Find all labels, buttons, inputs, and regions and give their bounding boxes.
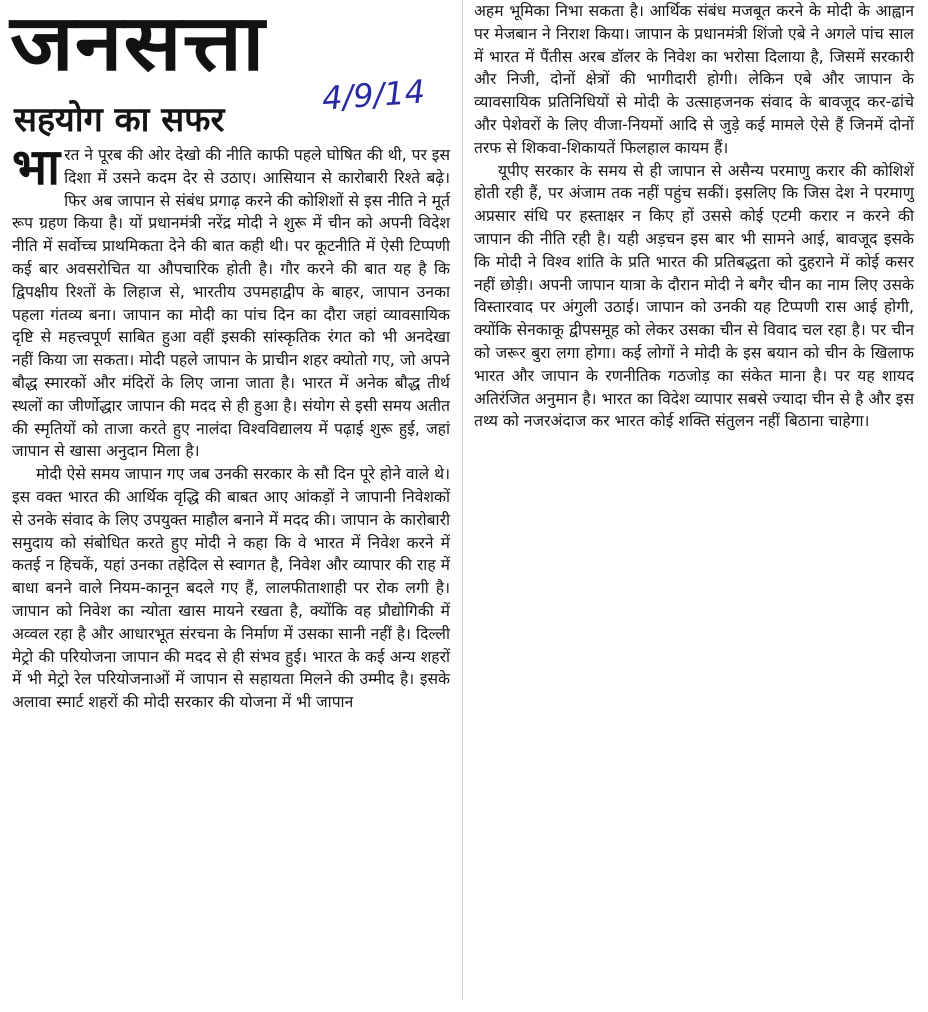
left-column — [12, 138, 451, 714]
handwritten-date: 4/9/14 — [320, 72, 427, 118]
left-paragraph-2: मोदी ऐसे समय जापान गए जब उनकी सरकार के सौ दिन पूरे होने वाले थे। इस वक्त भारत की आर्थिक वृद्धि की बाबत आए आंकड़ों ने जापानी निवेशकों से उनके संवाद के लिए उपयुक्त माहौल बनाने में मदद की। जापान के कारोबारी समुदाय को संबोधित करते हुए मोदी ने कहा कि वे भारत में निवेश करने में कतई न हिचकें, यहां उनका तहेदिल से स्वागत है, निवेश और व्यापार की राह में बाधा बनने वाले नियम-कानून बदले गए हैं, लालफीताशाही पर रोक लगी है। जापान को निवेश का न्योता खास मायने रखता है, क्योंकि वह प्रौद्योगिकी में अव्वल रहा है और आधारभूत संरचना के निर्माण में उसका सानी नहीं है। दिल्ली मेट्रो की परियोजना जापान की मदद से ही संभव हुई। भारत के कई अन्य शहरों में भी मेट्रो रेल परियोजनाओं में जापान से सहायता मिलने की उम्मीद है। इसके अलावा स्मार्ट शहरों की मोदी सरकार की योजना में भी जापान — [12, 465, 450, 712]
right-paragraph-1: अहम भूमिका निभा सकता है। आर्थिक संबंध मजबूत करने के मोदी के आह्वान पर मेजबान ने निराश किया। जापान के प्रधानमंत्री शिंजो एबे ने अगले पांच साल में भारत में पैंतीस अरब डॉलर के निवेश का भरोसा दिलाया है, जिसमें सरकारी और निजी, दोनों क्षेत्रों की भागीदारी होगी। लेकिन एबे और जापान के व्यावसायिक प्रतिनिधियों से मोदी के उत्साहजनक संवाद के बावजूद कर-ढांचे और पेशेवरों के लिए वीजा-नियमों आदि से जुड़े कई मामले ऐसे हैं जिनमें दोनों तरफ से शिकवा-शिकायतें फिलहाल कायम हैं। — [474, 2, 914, 157]
left-paragraph-1-text: रत ने पूरब की ओर देखो की नीति काफी पहले घोषित की थी, पर इस दिशा में उसने कदम देर से उठाए। आसियान से कारोबारी रिश्ते बढ़े। फिर अब जापान से संबंध प्रगाढ़ करने की कोशिशों से इस नीति ने मूर्त रूप ग्रहण किया है। यों प्रधानमंत्री नरेंद्र मोदी ने शुरू में चीन को अपनी विदेश नीति में सर्वोच्च प्राथमिकता देने की बात कही थी। पर कूटनीति में ऐसी टिप्पणी कई बार अवसरोचित या औपचारिक होती है। गौर करने की बात यह है कि द्विपक्षीय रिश्तों के लिहाज से, भारतीय उपमहाद्वीप के बाहर, जापान उनका पहला गंतव्य बना। जापान का मोदी का पांच दिन का दौरा जहां व्यावसायिक दृष्टि से महत्त्वपूर्ण साबित हुआ वहीं इसकी सांस्कृतिक रंगत को भी अनदेखा नहीं किया जा सकता। मोदी पहले जापान के प्राचीन शहर क्योतो गए, जो अपने बौद्ध स्मारकों और मंदिरों के लिए जाना जाता है। भारत में अनेक बौद्ध तीर्थ स्थलों का जीर्णोद्धार जापान की मदद से ही हुआ है। संयोग से इसी समय अतीत की स्मृतियों को ताजा करते हुए नालंदा विश्वविद्यालय में पढ़ाई शुरू हुई, जहां जापान से खासा अनुदान मिला है। — [12, 146, 451, 461]
right-column — [474, 0, 914, 433]
right-paragraph-2: यूपीए सरकार के समय से ही जापान से असैन्य परमाणु करार की कोशिशें होती रही हैं, पर अंजाम तक नहीं पहुंच सकीं। इसलिए कि जिस देश ने परमाणु अप्रसार संधि पर हस्ताक्षर न किए हों उससे कोई एटमी करार न करने की जापान की नीति रही है। यही अड़चन इस बार भी सामने आई, बावजूद इसके कि मोदी ने विश्व शांति के प्रति भारत की प्रतिबद्धता को दुहराने में कोई कसर नहीं छोड़ी। अपनी जापान यात्रा के दौरान मोदी ने बगैर चीन का नाम लिए उसके विस्तारवाद पर अंगुली उठाई। जापान को उनकी यह टिप्पणी रास आई होगी, क्योंकि सेनकाकू द्वीपसमूह को लेकर उसका चीन से विवाद चल रहा है। पर चीन को जरूर बुरा लगा होगा। कई लोगों ने मोदी के इस बयान को चीन के खिलाफ भारत और जापान के रणनीतिक गठजोड़ का संकेत माना है। पर यह शायद अतिरंजित अनुमान है। भारत का विदेश व्यापार सबसे ज्यादा चीन से है और इस तथ्य को नजरअंदाज कर भारत कोई शक्ति संतुलन नहीं बिठाना चाहेगा। — [474, 161, 914, 431]
drop-cap: भा — [12, 138, 61, 196]
article-headline: सहयोग का सफर — [14, 100, 225, 140]
newspaper-masthead: जनसत्ता — [10, 0, 266, 89]
left-paragraph-1 — [12, 138, 451, 463]
column-divider — [462, 0, 463, 1000]
